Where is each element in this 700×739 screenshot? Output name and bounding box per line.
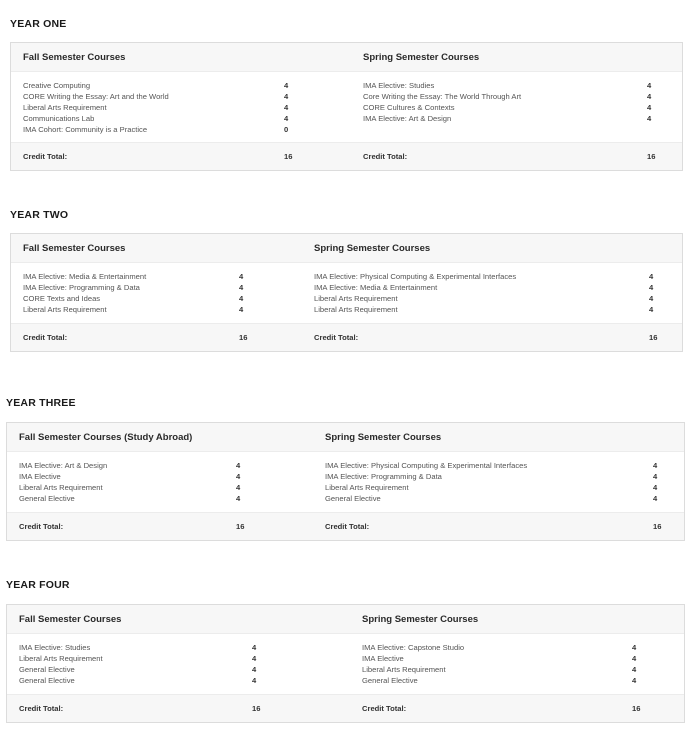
year-four-card-header bbox=[7, 605, 684, 634]
course-credits: 4 bbox=[252, 643, 257, 652]
year-two-spring-total: 16 bbox=[649, 333, 658, 342]
course-credits: 4 bbox=[653, 494, 658, 503]
course-name: Liberal Arts Requirement bbox=[23, 305, 107, 314]
course-name: IMA Elective: Programming & Data bbox=[23, 283, 140, 292]
course-credits: 4 bbox=[647, 92, 652, 101]
year-one-card-header bbox=[11, 43, 682, 72]
course-name: CORE Texts and Ideas bbox=[23, 294, 101, 303]
year-two-spring-total-label: Credit Total: bbox=[314, 333, 359, 342]
course-credits: 4 bbox=[649, 294, 654, 303]
course-name: Liberal Arts Requirement bbox=[314, 294, 398, 303]
course-name: Liberal Arts Requirement bbox=[325, 483, 409, 492]
year-one-spring-total: 16 bbox=[647, 152, 656, 161]
course-name: General Elective bbox=[19, 676, 75, 685]
course-credits: 4 bbox=[653, 483, 658, 492]
course-credits: 4 bbox=[239, 294, 244, 303]
course-name: IMA Elective bbox=[362, 654, 404, 663]
course-credits: 4 bbox=[647, 114, 652, 123]
course-credits: 0 bbox=[284, 125, 289, 134]
course-name: General Elective bbox=[19, 494, 75, 503]
year-three-card-footer bbox=[7, 512, 684, 540]
course-name: Communications Lab bbox=[23, 114, 95, 123]
year-four-card-footer bbox=[7, 694, 684, 722]
course-credits: 4 bbox=[649, 305, 654, 314]
course-credits: 4 bbox=[252, 654, 257, 663]
course-name: Liberal Arts Requirement bbox=[362, 665, 446, 674]
year-two-heading: YEAR TWO bbox=[10, 209, 69, 221]
course-credits: 4 bbox=[284, 92, 289, 101]
course-credits: 4 bbox=[649, 283, 654, 292]
course-name: IMA Elective: Media & Entertainment bbox=[23, 272, 147, 281]
course-credits: 4 bbox=[252, 676, 257, 685]
year-four-spring-title: Spring Semester Courses bbox=[362, 614, 479, 625]
year-four-fall-title: Fall Semester Courses bbox=[19, 614, 122, 625]
year-three-spring-total: 16 bbox=[653, 522, 662, 531]
course-name: General Elective bbox=[19, 665, 75, 674]
year-one-fall-title: Fall Semester Courses bbox=[23, 52, 126, 63]
course-name: Liberal Arts Requirement bbox=[314, 305, 398, 314]
year-three-fall-total-label: Credit Total: bbox=[19, 522, 64, 531]
course-credits: 4 bbox=[647, 81, 652, 90]
year-two-card bbox=[10, 233, 683, 352]
course-credits: 4 bbox=[239, 283, 244, 292]
course-credits: 4 bbox=[236, 472, 241, 481]
year-three-spring-total-label: Credit Total: bbox=[325, 522, 370, 531]
course-name: CORE Cultures & Contexts bbox=[363, 103, 455, 112]
year-four-fall-total-label: Credit Total: bbox=[19, 704, 64, 713]
course-name: IMA Elective: Capstone Studio bbox=[362, 643, 465, 652]
course-name: IMA Elective: Art & Design bbox=[363, 114, 452, 123]
course-credits: 4 bbox=[632, 643, 637, 652]
course-credits: 4 bbox=[649, 272, 654, 281]
course-credits: 4 bbox=[653, 472, 658, 481]
year-two-fall-total-label: Credit Total: bbox=[23, 333, 68, 342]
course-credits: 4 bbox=[653, 461, 658, 470]
year-three-spring-title: Spring Semester Courses bbox=[325, 432, 442, 443]
course-name: Liberal Arts Requirement bbox=[19, 483, 103, 492]
course-credits: 4 bbox=[236, 461, 241, 470]
course-name: IMA Elective: Physical Computing & Experimental Interfaces bbox=[325, 461, 528, 470]
course-name: IMA Elective: Studies bbox=[363, 81, 435, 90]
course-name: IMA Elective bbox=[19, 472, 61, 481]
course-credits: 4 bbox=[284, 114, 289, 123]
course-name: Core Writing the Essay: The World Through Art bbox=[363, 92, 522, 101]
course-credits: 4 bbox=[236, 494, 241, 503]
course-credits: 4 bbox=[632, 654, 637, 663]
course-name: IMA Elective: Physical Computing & Experimental Interfaces bbox=[314, 272, 517, 281]
year-three-card bbox=[6, 422, 685, 541]
year-four-spring-total-label: Credit Total: bbox=[362, 704, 407, 713]
course-credits: 4 bbox=[239, 305, 244, 314]
course-name: Liberal Arts Requirement bbox=[19, 654, 103, 663]
course-credits: 4 bbox=[632, 665, 637, 674]
course-credits: 4 bbox=[252, 665, 257, 674]
year-two-fall-title: Fall Semester Courses bbox=[23, 243, 126, 254]
year-three-fall-total: 16 bbox=[236, 522, 245, 531]
year-three-card-header bbox=[7, 423, 684, 452]
year-one-spring-total-label: Credit Total: bbox=[363, 152, 408, 161]
year-four-heading: YEAR FOUR bbox=[6, 579, 70, 591]
course-name: General Elective bbox=[325, 494, 381, 503]
course-name: IMA Cohort: Community is a Practice bbox=[23, 125, 148, 134]
year-one-spring-title: Spring Semester Courses bbox=[363, 52, 480, 63]
year-two-fall-total: 16 bbox=[239, 333, 248, 342]
course-credits: 4 bbox=[284, 103, 289, 112]
course-credits: 4 bbox=[284, 81, 289, 90]
year-three-heading: YEAR THREE bbox=[6, 397, 76, 409]
year-one-card bbox=[10, 42, 683, 171]
year-one-fall-total: 16 bbox=[284, 152, 293, 161]
course-credits: 4 bbox=[239, 272, 244, 281]
year-two-card-header bbox=[11, 234, 682, 263]
course-name: Liberal Arts Requirement bbox=[23, 103, 107, 112]
year-four-fall-total: 16 bbox=[252, 704, 261, 713]
course-name: IMA Elective: Media & Entertainment bbox=[314, 283, 438, 292]
course-credits: 4 bbox=[632, 676, 637, 685]
year-two-spring-title: Spring Semester Courses bbox=[314, 243, 431, 254]
course-name: IMA Elective: Studies bbox=[19, 643, 91, 652]
year-four-spring-total: 16 bbox=[632, 704, 641, 713]
course-credits: 4 bbox=[236, 483, 241, 492]
year-one-card-footer bbox=[11, 142, 682, 170]
course-name: CORE Writing the Essay: Art and the World bbox=[23, 92, 169, 101]
year-four-card bbox=[6, 604, 685, 723]
year-two-card-footer bbox=[11, 323, 682, 351]
year-one-fall-total-label: Credit Total: bbox=[23, 152, 68, 161]
course-credits: 4 bbox=[647, 103, 652, 112]
course-name: IMA Elective: Programming & Data bbox=[325, 472, 442, 481]
year-one-heading: YEAR ONE bbox=[10, 18, 67, 30]
year-three-fall-title: Fall Semester Courses (Study Abroad) bbox=[19, 432, 193, 443]
course-name: General Elective bbox=[362, 676, 418, 685]
course-name: IMA Elective: Art & Design bbox=[19, 461, 108, 470]
course-name: Creative Computing bbox=[23, 81, 91, 90]
